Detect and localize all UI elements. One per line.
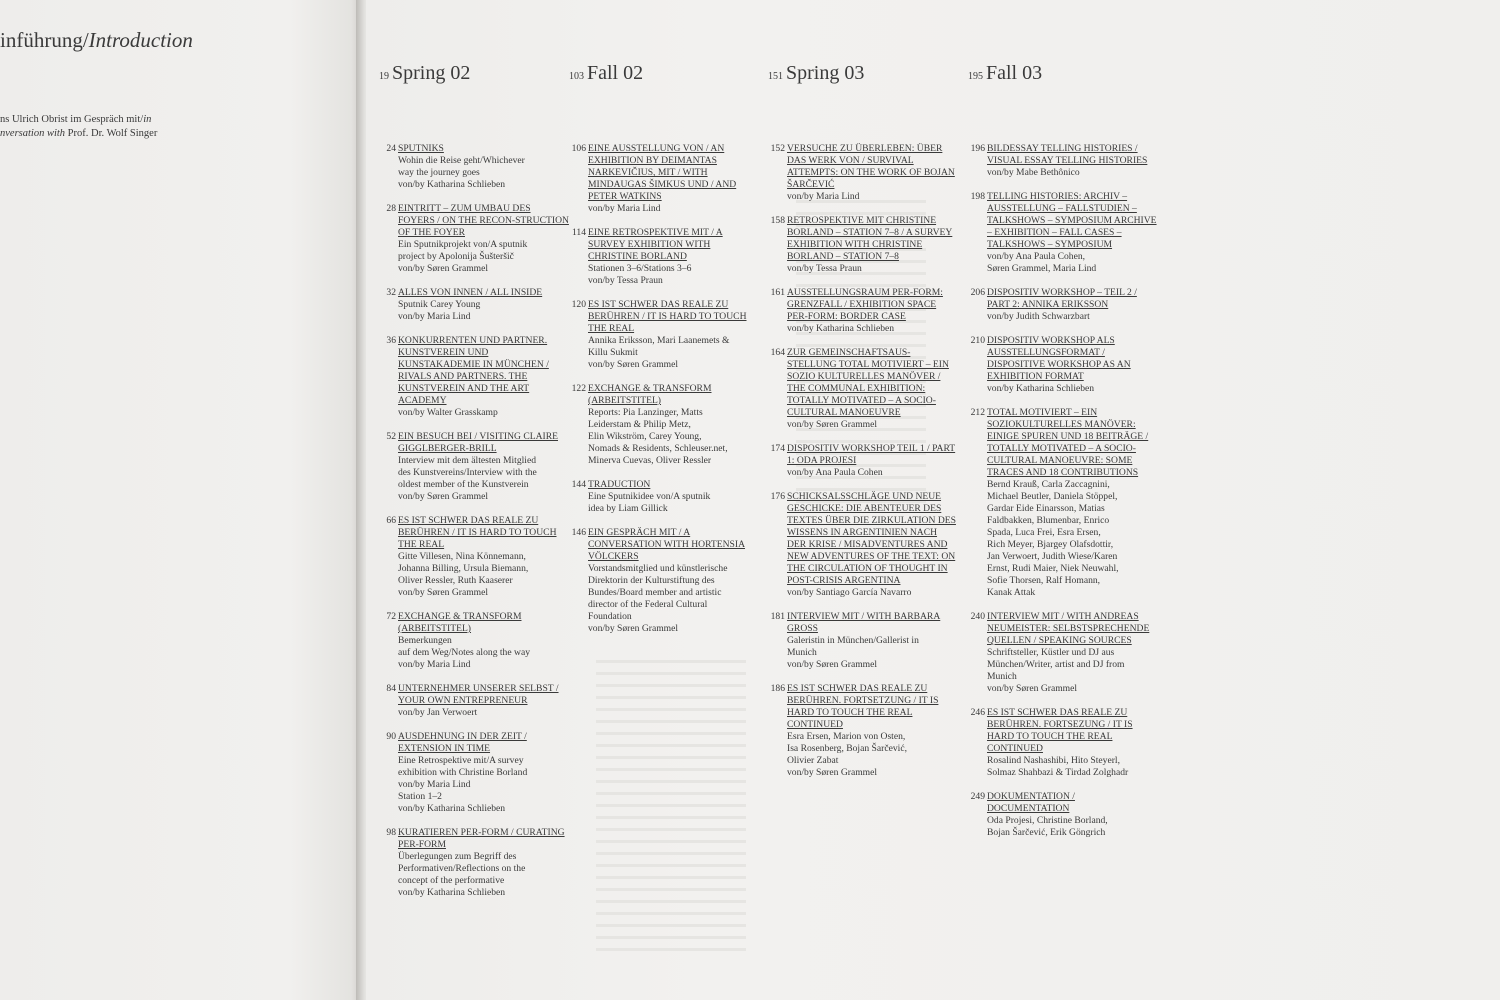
entry-page-number: 249: [970, 791, 985, 802]
entry-detail-line: von/by Tessa Praun: [787, 263, 862, 274]
entry-detail-line: von/by Maria Lind: [398, 779, 471, 790]
entry-detail-line: Überlegungen zum Begriff des: [398, 851, 517, 862]
toc-entry: [968, 191, 1158, 275]
entry-page-number: 161: [770, 287, 785, 298]
entry-detail-line: Oliver Ressler, Ruth Kaaserer: [398, 575, 513, 586]
entry-list: [569, 143, 759, 647]
entry-page-number: 144: [571, 479, 586, 490]
entry-detail-line: exhibition with Christine Borland: [398, 767, 528, 778]
entry-detail-line: von/by Søren Grammel: [398, 491, 489, 502]
entry-title: EINE RETROSPEKTIVE MIT / A SURVEY EXHIBITION WITH CHRISTINE BORLAND: [588, 227, 723, 262]
section-title: Fall 02: [587, 62, 644, 84]
entry-page-number: 164: [770, 347, 785, 358]
entry-title: TELLING HISTORIES: ARCHIV – AUSSTELLUNG – FALLSTUDIEN – TALKSHOWS – SYMPOSIUM ARCHIVE – EXHIBITION – FALL CASES – TALKSHOWS – SYMPOSIUM: [987, 191, 1157, 250]
entry-detail-line: Stationen 3–6/Stations 3–6: [588, 263, 692, 274]
entry-detail-line: von/by Maria Lind: [787, 191, 860, 202]
entry-detail-line: director of the Federal Cultural: [588, 599, 708, 610]
subtitle-line-1-italic: in: [143, 114, 152, 125]
entry-detail-line: von/by Søren Grammel: [398, 263, 489, 274]
entry-detail-line: Olivier Zabat: [787, 755, 839, 766]
entry-title: VERSUCHE ZU ÜBERLEBEN: ÜBER DAS WERK VON / SURVIVAL ATTEMPTS: ON THE WORK OF BOJAN ŠARČEVIĆ: [787, 143, 955, 190]
toc-entry: [768, 347, 958, 431]
entry-detail-line: von/by Mabe Bethônico: [987, 167, 1080, 178]
toc-entry: [968, 335, 1158, 395]
entry-page-number: 158: [770, 215, 785, 226]
show-through-lines: [596, 660, 746, 960]
entry-detail-line: oldest member of the Kunstverein: [398, 479, 529, 490]
entry-title: SPUTNIKS: [398, 143, 444, 154]
entry-detail-line: way the journey goes: [398, 167, 480, 178]
toc-entry: [569, 299, 759, 371]
entry-detail-line: von/by Maria Lind: [588, 203, 661, 214]
entry-title: KURATIEREN PER-FORM / CURATING PER-FORM: [398, 827, 565, 850]
toc-entry: [379, 827, 569, 899]
entry-page-number: 181: [770, 611, 785, 622]
toc-entry: [968, 707, 1158, 779]
toc-entry: [768, 287, 958, 335]
toc-entry: [569, 383, 759, 467]
entry-page-number: 28: [386, 203, 396, 214]
entry-title: INTERVIEW MIT / WITH BARBARA GROSS: [787, 611, 941, 634]
section-title: Spring 02: [392, 62, 471, 84]
entry-detail-line: von/by Søren Grammel: [588, 359, 679, 370]
entry-detail-line: von/by Katharina Schlieben: [398, 179, 506, 190]
entry-page-number: 114: [571, 227, 586, 238]
entry-list: [968, 143, 1158, 851]
toc-entry: [379, 611, 569, 671]
entry-detail-line: Sputnik Carey Young: [398, 299, 481, 310]
section-title: Spring 03: [786, 62, 865, 84]
entry-detail-line: von/by Jan Verwoert: [398, 707, 478, 718]
entry-detail-line: Annika Eriksson, Mari Laanemets &: [588, 335, 730, 346]
entry-page-number: 36: [386, 335, 396, 346]
entry-detail-line: Nomads & Residents, Schleuser.net,: [588, 443, 728, 454]
heading-english: Introduction: [88, 28, 193, 52]
subtitle-line-2: Prof. Dr. Wolf Singer: [65, 128, 158, 139]
entry-detail-line: Solmaz Shahbazi & Tirdad Zolghadr: [987, 767, 1129, 778]
toc-entry: [569, 527, 759, 635]
toc-entry: [768, 215, 958, 275]
entry-detail-line: idea by Liam Gillick: [588, 503, 668, 514]
entry-title: BILDESSAY TELLING HISTORIES / VISUAL ESSAY TELLING HISTORIES: [987, 143, 1148, 166]
entry-detail-line: Michael Beutler, Daniela Stöppel,: [987, 491, 1118, 502]
section-page-number: 19: [379, 71, 389, 82]
entry-detail-line: Elin Wikström, Carey Young,: [588, 431, 702, 442]
entry-detail-line: von/by Søren Grammel: [588, 623, 679, 634]
entry-title: EXCHANGE & TRANSFORM (ARBEITSTITEL): [398, 611, 522, 634]
left-page: [0, 0, 362, 1000]
entry-page-number: 98: [386, 827, 396, 838]
entry-detail-line: Bojan Šarčević, Erik Göngrich: [987, 827, 1106, 838]
entry-title: INTERVIEW MIT / WITH ANDREAS NEUMEISTER: SELBSTSPRECHENDE QUELLEN / SPEAKING SOURCES: [987, 611, 1150, 646]
entry-detail-line: Munich: [987, 671, 1017, 682]
entry-detail-line: Jan Verwoert, Judith Wiese/Karen: [987, 551, 1118, 562]
entry-detail-line: Schriftsteller, Küstler und DJ aus: [987, 647, 1115, 658]
entry-title: AUSSTELLUNGSRAUM PER-FORM: GRENZFALL / EXHIBITION SPACE PER-FORM: BORDER CASE: [787, 287, 943, 322]
entry-detail-line: Isa Rosenberg, Bojan Šarčević,: [787, 743, 907, 754]
entry-page-number: 206: [970, 287, 985, 298]
entry-detail-line: von/by Søren Grammel: [987, 683, 1078, 694]
entry-detail-line: Reports: Pia Lanzinger, Matts: [588, 407, 703, 418]
toc-entry: [379, 287, 569, 323]
entry-title: TOTAL MOTIVIERT – EIN SOZIOKULTURELLES MANÖVER: EINIGE SPUREN UND 18 BEITRÄGE / TOTALLY MOTIVATED – A SOCIO-CULTURAL MANOEUVRE: SOME TRACES AND 18 CONTRIBUTIONS: [987, 407, 1149, 478]
toc-entry: [968, 791, 1158, 839]
entry-detail-line: Galeristin in München/Gallerist in: [787, 635, 919, 646]
entry-detail-line: von/by Søren Grammel: [787, 767, 878, 778]
entry-detail-line: Bundes/Board member and artistic: [588, 587, 722, 598]
toc-entry: [379, 731, 569, 815]
entry-title: ZUR GEMEINSCHAFTSAUS-STELLUNG TOTAL MOTIVIERT – EIN SOZIO KULTURELLES MANÖVER / THE COMMUNAL EXHIBITION: TOTALLY MOTIVATED – A SOCIO-CULTURAL MANOEUVRE: [787, 347, 949, 418]
entry-list: [768, 143, 958, 791]
show-through-decoration: [1056, 62, 1061, 83]
entry-page-number: 120: [571, 299, 586, 310]
entry-detail-line: von/by Søren Grammel: [398, 587, 489, 598]
entry-page-number: 196: [970, 143, 985, 154]
entry-detail-line: Gitte Villesen, Nina Könnemann,: [398, 551, 526, 562]
toc-entry: [768, 143, 958, 203]
entry-detail-line: von/by Judith Schwarzbart: [987, 311, 1090, 322]
entry-title: ES IST SCHWER DAS REALE ZU BERÜHREN / IT IS HARD TO TOUCH THE REAL: [398, 515, 557, 550]
toc-entry: [379, 431, 569, 503]
entry-detail-line: Kanak Attak: [987, 587, 1036, 598]
entry-detail-line: von/by Ana Paula Cohen,: [987, 251, 1086, 262]
entry-page-number: 176: [770, 491, 785, 502]
entry-title: UNTERNEHMER UNSERER SELBST / YOUR OWN ENTREPRENEUR: [398, 683, 559, 706]
entry-detail-line: Minerva Cuevas, Oliver Ressler: [588, 455, 712, 466]
toc-entry: [379, 143, 569, 191]
entry-detail-line: Sofie Thorsen, Ralf Homann,: [987, 575, 1101, 586]
contents-page: [366, 0, 1500, 1000]
entry-title: EINE AUSSTELLUNG VON / AN EXHIBITION BY DEIMANTAS NARKEVIČIUS, MIT / WITH MINDAUGAS ŠIMKUS UND / AND PETER WATKINS: [588, 143, 737, 202]
entry-detail-line: auf dem Weg/Notes along the way: [398, 647, 530, 658]
section-heading: [968, 62, 1042, 85]
entry-detail-line: Johanna Billing, Ursula Biemann,: [398, 563, 529, 574]
entry-detail-line: von/by Tessa Praun: [588, 275, 663, 286]
entry-page-number: 240: [970, 611, 985, 622]
entry-detail-line: Ein Sputnikprojekt von/A sputnik: [398, 239, 528, 250]
section-title: Fall 03: [986, 62, 1043, 84]
entry-detail-line: Rosalind Nashashibi, Hito Steyerl,: [987, 755, 1120, 766]
toc-entry: [379, 335, 569, 419]
section-heading: [569, 62, 643, 85]
heading-german: inführung/: [0, 28, 89, 52]
entry-title: KONKURRENTEN UND PARTNER. KUNSTVEREIN UND KUNSTAKADEMIE IN MÜNCHEN / RIVALS AND PARTNERS. THE KUNSTVEREIN AND THE ART ACADEMY: [398, 335, 549, 406]
entry-title: EIN BESUCH BEI / VISITING CLAIRE GIGGLBERGER-BRILL: [398, 431, 558, 454]
entry-page-number: 52: [386, 431, 396, 442]
entry-title: ES IST SCHWER DAS REALE ZU BERÜHREN. FORTSETZUNG / IT IS HARD TO TOUCH THE REAL CONTINUED: [787, 683, 939, 730]
entry-detail-line: München/Writer, artist and DJ from: [987, 659, 1125, 670]
entry-title: ES IST SCHWER DAS REALE ZU BERÜHREN / IT IS HARD TO TOUCH THE REAL: [588, 299, 747, 334]
entry-title: AUSDEHNUNG IN DER ZEIT / EXTENSION IN TIME: [398, 731, 527, 754]
section-page-number: 103: [569, 71, 584, 82]
introduction-subtitle: [0, 113, 190, 141]
entry-detail-line: Munich: [787, 647, 817, 658]
entry-detail-line: Søren Grammel, Maria Lind: [987, 263, 1097, 274]
toc-entry: [968, 143, 1158, 179]
entry-detail-line: Direktorin der Kulturstiftung des: [588, 575, 715, 586]
subtitle-line-1: ns Ulrich Obrist im Gespräch mit/: [0, 114, 144, 125]
toc-entry: [968, 407, 1158, 599]
entry-detail-line: des Kunstvereins/Interview with the: [398, 467, 537, 478]
entry-page-number: 152: [770, 143, 785, 154]
toc-entry: [768, 491, 958, 599]
introduction-heading: [0, 28, 193, 53]
entry-detail-line: von/by Søren Grammel: [787, 419, 878, 430]
section-heading: [768, 62, 864, 85]
entry-detail-line: Performativen/Reflections on the: [398, 863, 526, 874]
entry-detail-line: Foundation: [588, 611, 632, 622]
entry-detail-line: Bernd Krauß, Carla Zaccagnini,: [987, 479, 1110, 490]
entry-detail-line: Vorstandsmitglied und künstlerische: [588, 563, 728, 574]
entry-detail-line: Faldbakken, Blumenbar, Enrico: [987, 515, 1110, 526]
subtitle-line-2-italic: nversation with: [0, 128, 66, 139]
toc-entry: [968, 287, 1158, 323]
toc-entry: [379, 515, 569, 599]
entry-detail-line: Oda Projesi, Christine Borland,: [987, 815, 1108, 826]
entry-title: RETROSPEKTIVE MIT CHRISTINE BORLAND – STATION 7–8 / A SURVEY EXHIBITION WITH CHRISTINE BORLAND – STATION 7–8: [787, 215, 953, 262]
entry-page-number: 122: [571, 383, 586, 394]
entry-title: DISPOSITIV WORKSHOP ALS AUSSTELLUNGSFORMAT / DISPOSITIVE WORKSHOP AS AN EXHIBITION FORMAT: [987, 335, 1131, 382]
entry-detail-line: Leiderstam & Philip Metz,: [588, 419, 691, 430]
entry-list: [379, 143, 569, 911]
entry-page-number: 106: [571, 143, 586, 154]
entry-detail-line: Esra Ersen, Marion von Osten,: [787, 731, 906, 742]
section-page-number: 195: [968, 71, 983, 82]
entry-detail-line: von/by Santiago García Navarro: [787, 587, 912, 598]
entry-title: DISPOSITIV WORKSHOP TEIL 1 / PART 1: ODA PROJESI: [787, 443, 956, 466]
entry-title: EIN GESPRÄCH MIT / A CONVERSATION WITH HORTENSIA VÖLCKERS: [588, 527, 746, 562]
entry-title: DISPOSITIV WORKSHOP – TEIL 2 / PART 2: ANNIKA ERIKSSON: [987, 287, 1137, 310]
entry-detail-line: Eine Retrospektive mit/A survey: [398, 755, 524, 766]
entry-page-number: 32: [386, 287, 396, 298]
entry-detail-line: Wohin die Reise geht/Whichever: [398, 155, 525, 166]
toc-entry: [768, 443, 958, 479]
entry-page-number: 90: [386, 731, 396, 742]
entry-page-number: 84: [386, 683, 396, 694]
section-heading: [379, 62, 470, 85]
entry-page-number: 210: [970, 335, 985, 346]
entry-detail-line: von/by Katharina Schlieben: [398, 887, 506, 898]
toc-entry: [768, 683, 958, 779]
entry-page-number: 174: [770, 443, 785, 454]
entry-title: DOKUMENTATION / DOCUMENTATION: [987, 791, 1075, 814]
entry-detail-line: Station 1–2: [398, 791, 442, 802]
entry-detail-line: project by Apolonija Šušteršič: [398, 251, 514, 262]
entry-page-number: 146: [571, 527, 586, 538]
entry-detail-line: Rich Meyer, Bjargey Olafsdottir,: [987, 539, 1114, 550]
toc-entry: [379, 683, 569, 719]
toc-entry: [768, 611, 958, 671]
section-page-number: 151: [768, 71, 783, 82]
entry-title: TRADUCTION: [588, 479, 651, 490]
entry-title: EXCHANGE & TRANSFORM (ARBEITSTITEL): [588, 383, 712, 406]
entry-detail-line: Spada, Luca Frei, Esra Ersen,: [987, 527, 1101, 538]
entry-detail-line: Killu Sukmit: [588, 347, 638, 358]
entry-detail-line: Bemerkungen: [398, 635, 452, 646]
entry-page-number: 212: [970, 407, 985, 418]
entry-detail-line: von/by Katharina Schlieben: [398, 803, 506, 814]
toc-entry: [968, 611, 1158, 695]
entry-detail-line: Interview mit dem ältesten Mitglied: [398, 455, 537, 466]
entry-detail-line: Gardar Eide Einarsson, Matias: [987, 503, 1105, 514]
entry-page-number: 198: [970, 191, 985, 202]
entry-page-number: 24: [386, 143, 396, 154]
entry-page-number: 72: [386, 611, 396, 622]
entry-title: EINTRITT – ZUM UMBAU DES FOYERS / ON THE RECON-STRUCTION OF THE FOYER: [398, 203, 569, 238]
entry-page-number: 66: [386, 515, 396, 526]
entry-detail-line: von/by Ana Paula Cohen: [787, 467, 883, 478]
entry-page-number: 246: [970, 707, 985, 718]
entry-page-number: 186: [770, 683, 785, 694]
entry-title: ALLES VON INNEN / ALL INSIDE: [398, 287, 543, 298]
toc-entry: [569, 143, 759, 215]
entry-detail-line: Ernst, Rudi Maier, Niek Neuwahl,: [987, 563, 1119, 574]
entry-detail-line: von/by Maria Lind: [398, 311, 471, 322]
entry-detail-line: von/by Walter Grasskamp: [398, 407, 498, 418]
toc-entry: [379, 203, 569, 275]
entry-detail-line: Eine Sputnikidee von/A sputnik: [588, 491, 711, 502]
toc-entry: [569, 227, 759, 287]
entry-title: ES IST SCHWER DAS REALE ZU BERÜHREN. FORTSEZUNG / IT IS HARD TO TOUCH THE REAL CONTINUED: [987, 707, 1133, 754]
entry-detail-line: von/by Søren Grammel: [787, 659, 878, 670]
entry-title: SCHICKSALSSCHLÄGE UND NEUE GESCHICKE: DIE ABENTEUER DES TEXTES ÜBER DIE ZIRKULATION DES WISSENS IN ARGENTINIEN NACH DER KRISE / MISADVENTURES AND NEW ADVENTURES OF THE TEXT: ON THE CIRCULATION OF THOUGHT IN POST-CRISIS ARGENTINA: [787, 491, 956, 586]
entry-detail-line: von/by Katharina Schlieben: [787, 323, 895, 334]
entry-detail-line: concept of the performative: [398, 875, 505, 886]
entry-detail-line: von/by Katharina Schlieben: [987, 383, 1095, 394]
entry-detail-line: von/by Maria Lind: [398, 659, 471, 670]
toc-entry: [569, 479, 759, 515]
